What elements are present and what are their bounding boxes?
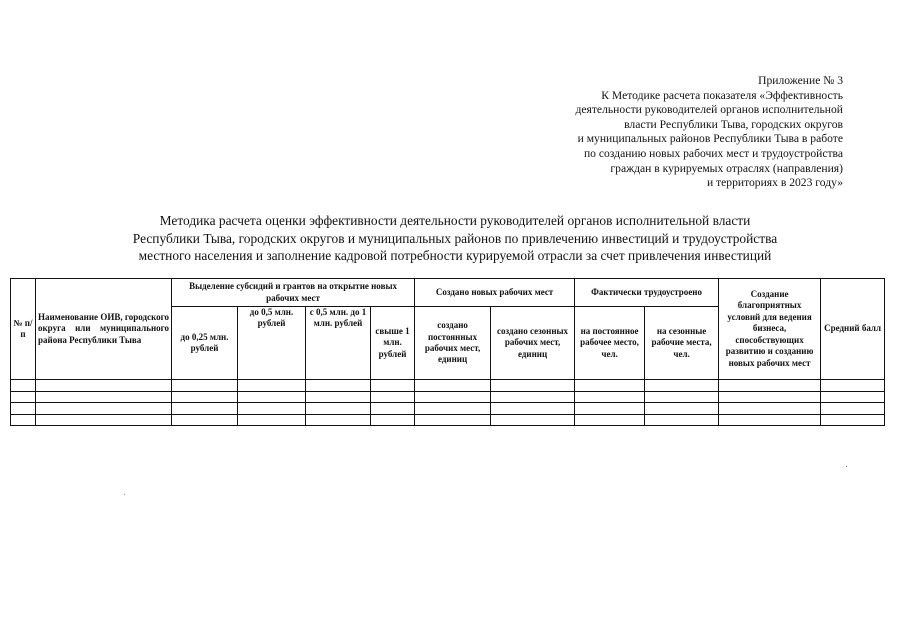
document-title xyxy=(40,212,870,265)
table-header-row xyxy=(11,279,885,307)
subsidy-col-header: до 0,5 млн. рублей xyxy=(238,307,306,380)
scan-speck xyxy=(846,466,847,467)
table-cell xyxy=(306,414,371,426)
table-cell xyxy=(371,391,415,403)
appendix-line: деятельности руководителей органов исполнительной xyxy=(575,103,843,117)
table-cell xyxy=(719,391,821,403)
evaluation-table xyxy=(10,278,885,426)
appendix-header xyxy=(513,74,843,191)
table-cell xyxy=(172,403,238,415)
appendix-line: и территориях в 2023 году» xyxy=(706,176,843,190)
appendix-line: Приложение № 3 xyxy=(758,74,843,87)
group-subsidies-header: Выделение субсидий и грантов на открытие новых рабочих мест xyxy=(172,279,415,307)
table-cell xyxy=(172,380,238,392)
table-cell xyxy=(491,391,575,403)
table-cell xyxy=(306,391,371,403)
col-average-header: Средний балл xyxy=(821,279,885,380)
col-conditions-header: Создание благоприятных условий для ведения бизнеса, способствующих развитию и созданию новых рабочих мест xyxy=(719,279,821,380)
subsidy-col-header: до 0,25 млн. рублей xyxy=(172,307,238,380)
table-cell xyxy=(238,414,306,426)
col-number-header: № п/п xyxy=(11,279,36,380)
group-employed-header: Фактически трудоустроено xyxy=(575,279,719,307)
table-cell xyxy=(719,380,821,392)
table-cell xyxy=(415,414,491,426)
scan-speck xyxy=(124,494,125,495)
title-line: местного населения и заполнение кадровой потребности курируемой отрасли за счет привлечения инвестиций xyxy=(138,248,772,263)
table-cell xyxy=(306,380,371,392)
table-cell xyxy=(821,403,885,415)
table-row xyxy=(11,391,885,403)
table-cell xyxy=(491,414,575,426)
title-line: Методика расчета оценки эффективности деятельности руководителей органов исполнительной власти xyxy=(159,213,751,228)
table-cell xyxy=(491,403,575,415)
table-cell xyxy=(575,403,645,415)
table-cell xyxy=(719,414,821,426)
table-cell xyxy=(36,391,172,403)
table-cell xyxy=(645,403,719,415)
appendix-line: и муниципальных районов Республики Тыва в работе xyxy=(577,132,843,146)
created-col-header: создано постоянных рабочих мест, единиц xyxy=(415,307,491,380)
appendix-line: по созданию новых рабочих мест и трудоустройства xyxy=(583,146,843,160)
title-line: Республики Тыва, городских округов и муниципальных районов по привлечению инвестиций и трудоустройства xyxy=(132,230,778,246)
group-created-header: Создано новых рабочих мест xyxy=(415,279,575,307)
employed-col-header: на постоянное рабочее место, чел. xyxy=(575,307,645,380)
table-cell xyxy=(11,380,36,392)
table-row xyxy=(11,414,885,426)
table-cell xyxy=(371,414,415,426)
subsidy-col-header: свыше 1 млн. рублей xyxy=(371,307,415,380)
table-cell xyxy=(645,391,719,403)
table-cell xyxy=(238,391,306,403)
table-cell xyxy=(36,414,172,426)
table-cell xyxy=(575,391,645,403)
table-cell xyxy=(719,403,821,415)
table-cell xyxy=(238,403,306,415)
table-cell xyxy=(238,380,306,392)
table-cell xyxy=(172,414,238,426)
table-cell xyxy=(575,414,645,426)
created-col-header: создано сезонных рабочих мест, единиц xyxy=(491,307,575,380)
table-row xyxy=(11,380,885,392)
employed-col-header: на сезонные рабочие места, чел. xyxy=(645,307,719,380)
table-cell xyxy=(575,380,645,392)
table-row xyxy=(11,403,885,415)
appendix-line: власти Республики Тыва, городских округов xyxy=(624,117,843,131)
table-cell xyxy=(11,391,36,403)
table-cell xyxy=(306,403,371,415)
table-cell xyxy=(645,414,719,426)
table-cell xyxy=(821,391,885,403)
subsidy-col-header: с 0,5 млн. до 1 млн. рублей xyxy=(306,307,371,380)
table-cell xyxy=(415,403,491,415)
table-cell xyxy=(415,391,491,403)
table-cell xyxy=(11,414,36,426)
table-cell xyxy=(645,380,719,392)
table-cell xyxy=(11,403,36,415)
table-cell xyxy=(415,380,491,392)
table-cell xyxy=(821,414,885,426)
table-cell xyxy=(371,403,415,415)
table-cell xyxy=(36,403,172,415)
table-cell xyxy=(36,380,172,392)
table-cell xyxy=(821,380,885,392)
appendix-line: К Методике расчета показателя «Эффективность xyxy=(601,88,843,102)
col-name-header: Наименование ОИВ, городского округа или муниципального района Республики Тыва xyxy=(36,279,172,380)
table-cell xyxy=(491,380,575,392)
table-cell xyxy=(371,380,415,392)
appendix-line: граждан в курируемых отраслях (направления) xyxy=(610,161,843,175)
table-cell xyxy=(172,391,238,403)
